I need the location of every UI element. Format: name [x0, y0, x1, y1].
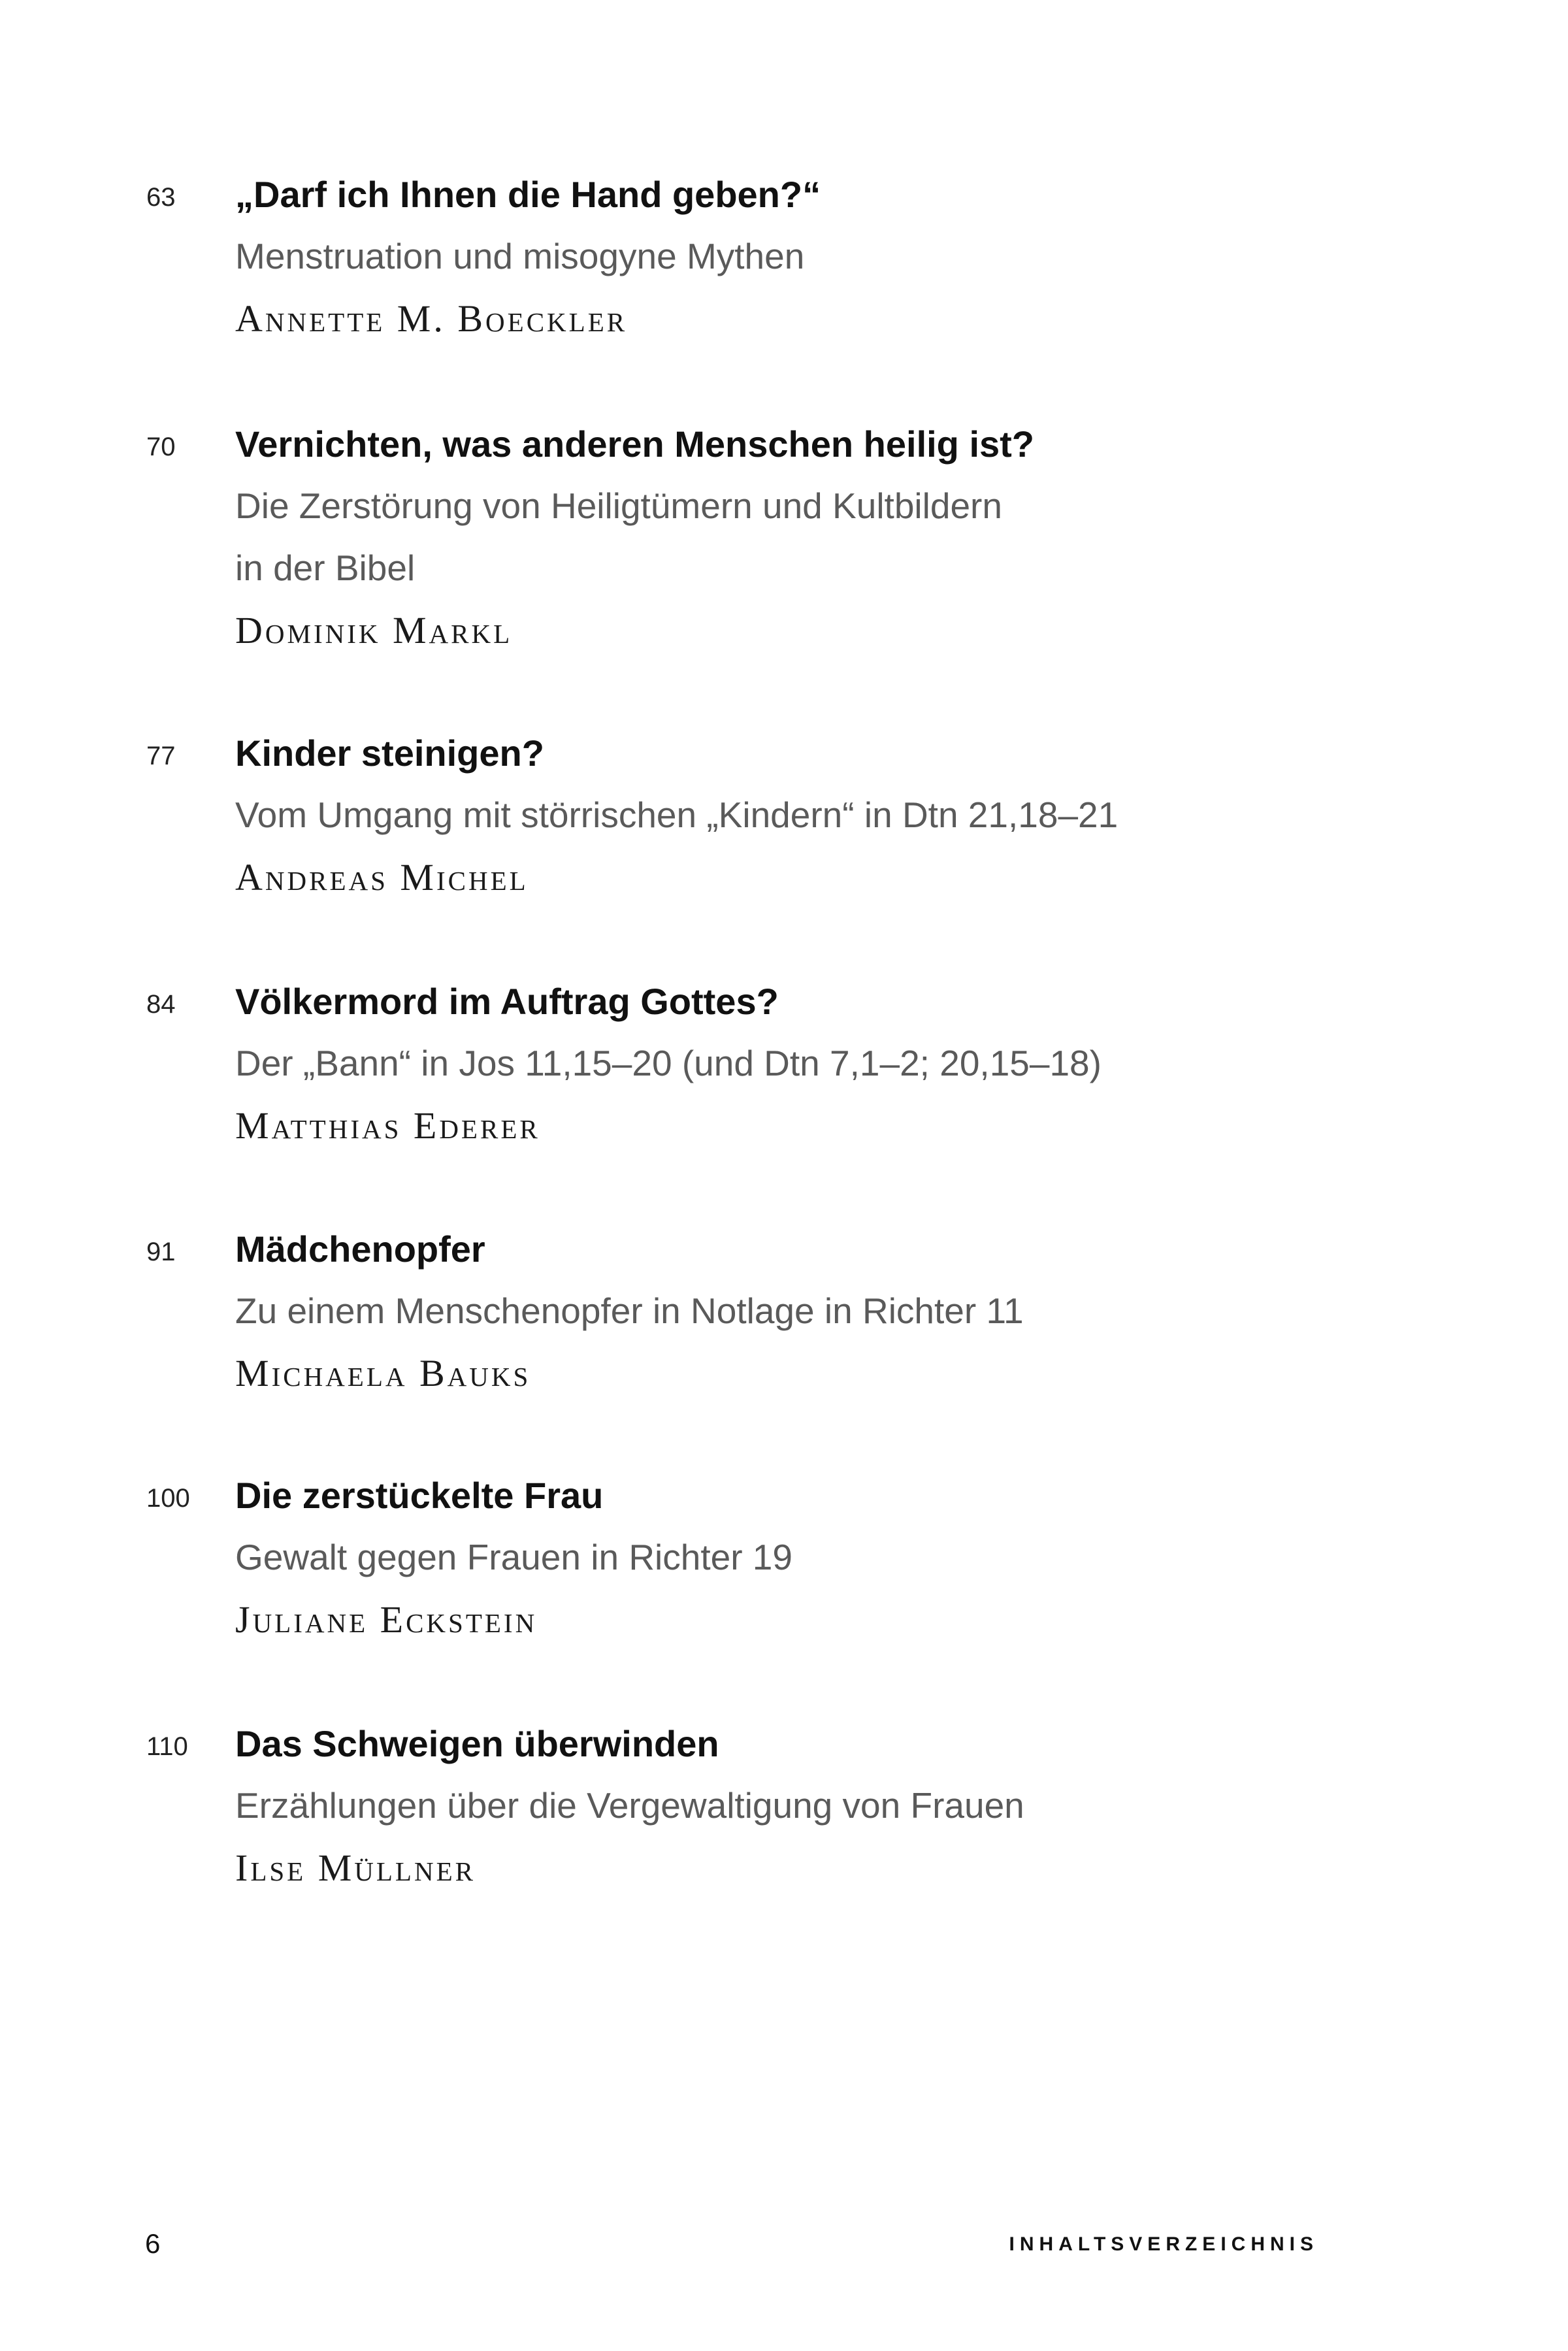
entry-page-number: 63 — [146, 183, 176, 212]
entry-subtitle: Erzählungen über die Vergewaltigung von Frauen — [235, 1785, 1024, 1826]
entry-title: Die zerstückelte Frau — [235, 1475, 604, 1516]
entry-page-number: 84 — [146, 990, 176, 1019]
entry-title: Mädchenopfer — [235, 1228, 485, 1270]
entry-author: Juliane Eckstein — [235, 1598, 538, 1641]
entry-subtitle: Menstruation und misogyne Mythen — [235, 236, 805, 276]
entry-title: Vernichten, was anderen Menschen heilig ist? — [235, 423, 1035, 465]
entry-subtitle: Zu einem Menschenopfer in Notlage in Richter 11 — [235, 1291, 1024, 1331]
entry-subtitle: in der Bibel — [235, 548, 416, 588]
entry-title: „Darf ich Ihnen die Hand geben?“ — [235, 174, 821, 215]
entry-page-number: 100 — [146, 1484, 190, 1513]
entry-title: Völkermord im Auftrag Gottes? — [235, 981, 779, 1022]
entry-page-number: 91 — [146, 1238, 176, 1266]
entry-page-number: 110 — [146, 1732, 188, 1761]
footer-page-number: 6 — [145, 2228, 161, 2259]
entry-author: Matthias Ederer — [235, 1104, 540, 1147]
entry-author: Andreas Michel — [235, 856, 529, 898]
entry-title: Kinder steinigen? — [235, 732, 544, 774]
entry-page-number: 70 — [146, 433, 176, 461]
entry-subtitle: Die Zerstörung von Heiligtümern und Kultbildern — [235, 485, 1002, 526]
entry-title: Das Schweigen überwinden — [235, 1723, 719, 1764]
entry-page-number: 77 — [146, 742, 176, 770]
entry-author: Ilse Müllner — [235, 1847, 476, 1889]
entry-author: Dominik Markl — [235, 609, 513, 651]
entry-subtitle: Der „Bann“ in Jos 11,15–20 (und Dtn 7,1–2; 20,15–18) — [235, 1043, 1102, 1083]
entry-author: Michaela Bauks — [235, 1352, 531, 1394]
footer-section-label: INHALTSVERZEICHNIS — [1009, 2233, 1318, 2255]
entry-subtitle: Vom Umgang mit störrischen „Kindern“ in Dtn 21,18–21 — [235, 795, 1119, 835]
entry-author: Annette M. Boeckler — [235, 297, 628, 340]
entry-subtitle: Gewalt gegen Frauen in Richter 19 — [235, 1537, 792, 1577]
